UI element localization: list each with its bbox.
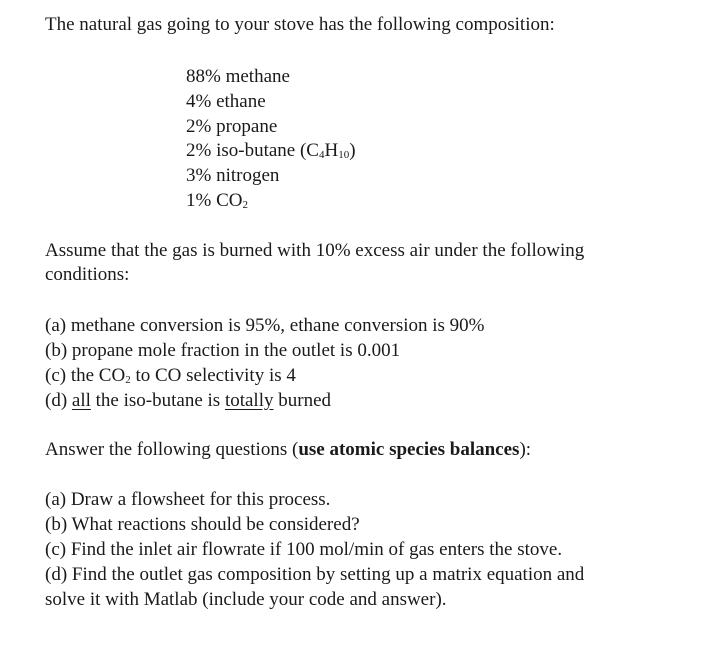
bold-instruction: use atomic species balances: [298, 439, 520, 460]
condition-c: (c) the $CO_2$ to CO selectivity is 4: [45, 365, 296, 386]
assume-text-line2: conditions:: [45, 264, 130, 285]
composition-item-methane: 88% methane: [186, 66, 290, 87]
composition-item-nitrogen: 3% nitrogen: [186, 165, 280, 186]
composition-item-co2: 1% $CO_2$: [186, 190, 248, 211]
intro-text: The natural gas going to your stove has the following composition:: [45, 14, 555, 35]
underlined-all: all: [71, 390, 91, 411]
composition-item-propane: 2% propane: [186, 116, 278, 137]
composition-item-ethane: 4% ethane: [186, 91, 266, 112]
condition-b: (b) propane mole fraction in the outlet is 0.001: [45, 340, 401, 361]
condition-a: (a) methane conversion is 95%, ethane conversion is 90%: [45, 315, 485, 336]
underlined-totally: totally: [224, 390, 274, 411]
question-c: (c) Find the inlet air flowrate if 100 mol/min of gas enters the stove.: [45, 539, 563, 560]
question-d-line1: (d) Find the outlet gas composition by setting up a matrix equation and: [45, 564, 585, 585]
question-a: (a) Draw a flowsheet for this process.: [45, 489, 331, 510]
answer-instruction: Answer the following questions (use atomic species balances):: [45, 439, 532, 460]
question-b: (b) What reactions should be considered?: [45, 514, 360, 535]
question-d-line2: solve it with Matlab (include your code and answer).: [45, 589, 447, 610]
assume-text-line1: Assume that the gas is burned with 10% excess air under the following: [45, 240, 585, 261]
composition-item-iso-butane: 2% iso-butane $(C_4H_{10})$: [186, 140, 356, 161]
condition-d: (d) all the iso-butane is totally burned: [45, 390, 332, 411]
